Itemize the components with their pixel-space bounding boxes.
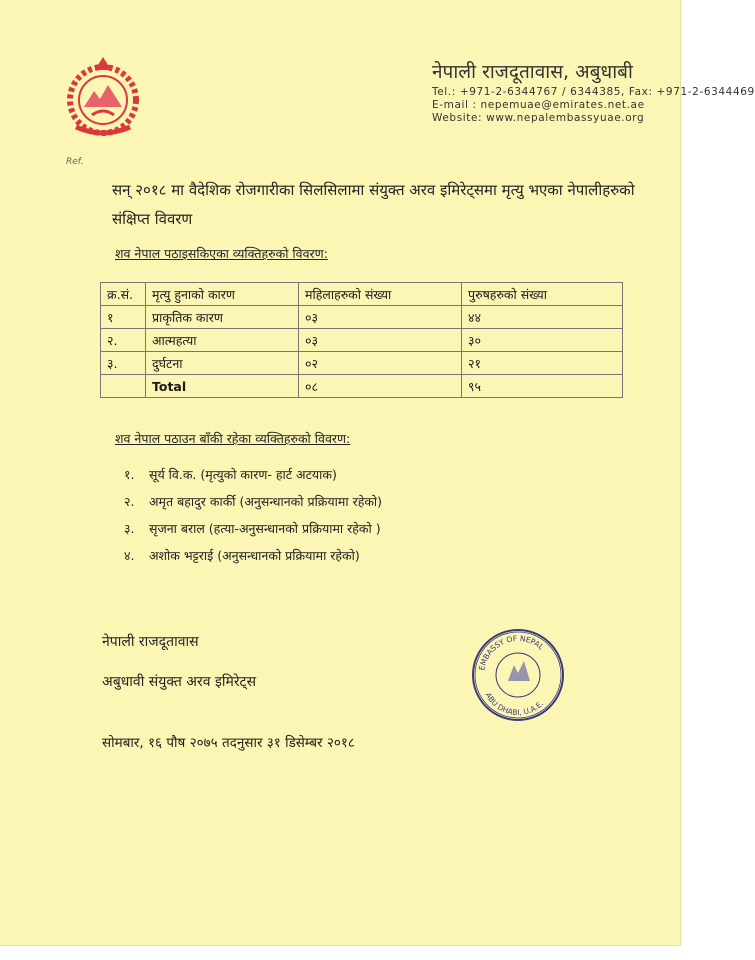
table-cell: दुर्घटना [146, 352, 299, 375]
list-number: २. [124, 494, 135, 509]
list-item [124, 466, 382, 493]
table-cell: Total [146, 375, 299, 398]
list-item [124, 493, 382, 520]
seal-text-bottom: ABU DHABI, U.A.E. [483, 690, 546, 718]
embassy-title: नेपाली राजदूतावास, अबुधाबी [432, 61, 633, 83]
signature-line-1: नेपाली राजदूतावास [102, 634, 199, 650]
table-cell: १ [101, 306, 146, 329]
table-header-cell: महिलाहरुको संख्या [299, 283, 462, 306]
death-statistics-table [100, 282, 623, 398]
contact-phone: Tel.: +971-2-6344767 / 6344385, Fax: +971-2-6344469 [432, 86, 755, 98]
table-cell: ०३ [299, 306, 462, 329]
table-cell: २. [101, 329, 146, 352]
section-pending-title: शव नेपाल पठाउन बाँकी रहेका व्यक्तिहरुको विवरण: [115, 431, 351, 446]
table-cell: ३. [101, 352, 146, 375]
nepal-emblem-icon [62, 55, 144, 141]
list-text: सृजना बराल (हत्या-अनुसन्धानको प्रक्रियामा रहेको ) [149, 521, 381, 536]
list-text: अमृत बहादुर कार्की (अनुसन्धानको प्रक्रियामा रहेको) [149, 494, 383, 509]
contact-email: E-mail : nepemuae@emirates.net.ae [432, 99, 645, 111]
table-header-cell: क्र.सं. [101, 283, 146, 306]
contact-website: Website: www.nepalembassyuae.org [432, 112, 645, 124]
table-cell: प्राकृतिक कारण [146, 306, 299, 329]
pending-list [124, 466, 382, 574]
document-date: सोमबार, १६ पौष २०७५ तदनुसार ३१ डिसेम्बर २०१८ [102, 735, 355, 751]
signature-line-2: अबुधावी संयुक्त अरव इमिरेट्स [102, 674, 257, 690]
list-item [124, 547, 382, 574]
list-number: ३. [124, 521, 135, 536]
list-text: अशोक भट्टराई (अनुसन्धानको प्रक्रियामा रहेको) [149, 548, 360, 563]
table-row [101, 352, 623, 375]
list-item [124, 520, 382, 547]
list-number: ४. [124, 548, 135, 563]
table-cell: २१ [462, 352, 623, 375]
section-sent-title: शव नेपाल पठाइसकिएका व्यक्तिहरुको विवरण: [115, 246, 328, 261]
table-row [101, 306, 623, 329]
table-header-cell: पुरुषहरुको संख्या [462, 283, 623, 306]
table-cell: ९५ [462, 375, 623, 398]
table-cell: ०२ [299, 352, 462, 375]
table-total-row [101, 375, 623, 398]
list-text: सूर्य वि.क. (मृत्युको कारण- हार्ट अटयाक) [149, 467, 337, 482]
subject-heading: सन् २०१८ मा वैदेशिक रोजगारीका सिलसिलामा संयुक्त अरव इमिरेट्समा मृत्यु भएका नेपालीहरुको संक्षिप्त विवरण [112, 181, 635, 228]
table-cell: ०३ [299, 329, 462, 352]
table-cell: ४४ [462, 306, 623, 329]
table-row [101, 329, 623, 352]
table-header-cell: मृत्यु हुनाको कारण [146, 283, 299, 306]
table-cell: ०८ [299, 375, 462, 398]
ref-label: Ref. [66, 157, 84, 167]
table-cell: आत्महत्या [146, 329, 299, 352]
seal-text-top: EMBASSY OF NEPAL [477, 633, 546, 672]
list-number: १. [124, 467, 135, 482]
embassy-seal [470, 627, 566, 723]
table-cell [101, 375, 146, 398]
table-header-row [101, 283, 623, 306]
table-cell: ३० [462, 329, 623, 352]
